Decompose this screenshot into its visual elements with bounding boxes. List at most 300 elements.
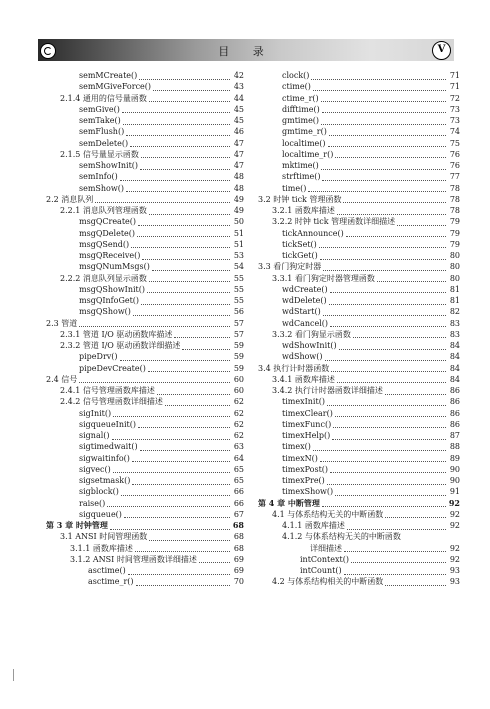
toc-entry-page: 93 [449, 577, 460, 587]
toc-entry-page: 62 [233, 419, 244, 429]
toc-entry-label: 3.1.2 ANSI 时间管理函数详细描述 [70, 554, 197, 564]
toc-entry[interactable] [258, 486, 460, 497]
dot-leader [126, 128, 230, 136]
dot-leader [120, 173, 230, 181]
dot-leader [136, 578, 230, 586]
toc-entry[interactable] [46, 475, 244, 486]
toc-entry-label: ctime() [282, 82, 311, 92]
toc-entry-page: 68 [233, 543, 244, 553]
toc-entry-label: signal() [79, 431, 110, 440]
toc-entry-label: 4.1.2 与体系结构无关的中断函数 [282, 532, 401, 542]
toc-entry-label: localtime_r() [282, 149, 334, 159]
toc-entry[interactable] [258, 329, 460, 340]
toc-entry-label: wdShow() [282, 352, 323, 362]
toc-entry[interactable] [46, 543, 244, 554]
dot-leader [147, 285, 230, 293]
toc-entry-label: semInfo() [79, 172, 118, 182]
toc-entry-page: 66 [233, 487, 244, 497]
toc-entry-page: 82 [449, 307, 460, 317]
toc-entry[interactable] [46, 273, 244, 284]
dot-leader [149, 94, 230, 102]
toc-entry-label: 3.4 执行计时器函数 [258, 363, 330, 373]
toc-entry[interactable] [46, 183, 244, 194]
dot-leader [327, 477, 446, 485]
toc-entry-page: 67 [233, 509, 244, 519]
toc-entry-page: 48 [233, 172, 244, 182]
toc-entry-label: 3.2.1 函数库描述 [272, 206, 335, 215]
toc-entry-label: sigvec() [79, 464, 111, 474]
toc-entry[interactable] [258, 408, 460, 419]
toc-entry-label: 2.2.2 消息队列显示函数 [60, 273, 147, 283]
toc-entry-page: 92 [449, 543, 460, 553]
dot-leader [140, 443, 230, 451]
dot-leader [329, 297, 446, 305]
toc-entry[interactable] [258, 194, 460, 205]
toc-entry-label: msgQDelete() [79, 228, 136, 238]
dot-leader [128, 567, 230, 575]
toc-entry-label: mktime() [282, 161, 319, 170]
toc-entry-label: timexHelp() [282, 431, 331, 440]
toc-entry-label: time() [282, 183, 307, 193]
toc-entry-label: 3.3.2 看门狗显示函数 [272, 329, 351, 339]
toc-entry-page: 62 [233, 431, 244, 440]
toc-entry[interactable] [46, 430, 244, 441]
dot-leader [353, 330, 446, 338]
toc-entry[interactable] [258, 205, 460, 216]
toc-entry-label: intContext() [300, 554, 349, 564]
toc-entry-label: asctime_r() [88, 577, 134, 587]
dot-leader [321, 162, 446, 170]
toc-entry-page: 84 [449, 352, 460, 362]
header-bar [38, 39, 454, 61]
dot-leader [152, 263, 230, 271]
toc-entry-page: 69 [233, 566, 244, 575]
toc-entry-page: 47 [233, 149, 244, 159]
toc-entry-page: 51 [233, 228, 244, 238]
dot-leader [142, 252, 230, 260]
toc-entry-page: 69 [233, 554, 244, 564]
dot-leader [335, 150, 446, 158]
toc-entry[interactable] [258, 228, 460, 239]
dot-leader [385, 387, 446, 395]
dot-leader [321, 94, 446, 102]
dot-leader [385, 578, 446, 586]
toc-entry[interactable] [46, 138, 244, 149]
toc-entry-label: semTake() [79, 116, 121, 125]
toc-entry-label: pipeDrv() [79, 352, 118, 362]
toc-entry[interactable] [258, 419, 460, 430]
toc-entry-page: 62 [233, 408, 244, 418]
toc-entry[interactable] [258, 70, 460, 81]
toc-entry-label: gmtime() [282, 116, 320, 125]
dot-leader [138, 218, 230, 226]
toc-entry-label: timexPost() [282, 464, 329, 474]
dot-leader [120, 353, 230, 361]
toc-entry[interactable] [258, 183, 460, 194]
toc-entry-label: difftime() [282, 104, 320, 114]
toc-entry[interactable] [46, 104, 244, 115]
toc-entry-label: timexInit() [282, 397, 325, 407]
toc-entry[interactable] [46, 531, 244, 542]
toc-entry[interactable] [46, 509, 244, 520]
toc-entry-label: asctime() [88, 566, 126, 575]
toc-entry[interactable] [258, 239, 460, 250]
toc-entry[interactable] [46, 498, 244, 509]
toc-entry-label: 3.2 时钟 tick 管理函数 [258, 194, 342, 204]
dot-leader [199, 555, 230, 563]
toc-entry[interactable] [46, 340, 244, 351]
toc-entry[interactable] [46, 70, 244, 81]
toc-entry[interactable] [46, 194, 244, 205]
toc-entry[interactable] [258, 306, 460, 317]
toc-entry-page: 79 [449, 217, 460, 227]
toc-entry[interactable] [46, 385, 244, 396]
toc-entry[interactable] [258, 81, 460, 92]
dot-leader [123, 117, 230, 125]
toc-entry[interactable] [258, 576, 460, 587]
toc-entry-page: 81 [449, 284, 460, 294]
dot-leader [113, 465, 230, 473]
toc-entry[interactable] [46, 441, 244, 452]
dot-leader [311, 72, 446, 80]
toc-entry-label: msgQShow() [79, 307, 131, 317]
toc-entry-label: semDelete() [79, 138, 129, 148]
toc-entry[interactable] [258, 509, 460, 520]
toc-entry[interactable] [46, 239, 244, 250]
toc-entry[interactable] [258, 374, 460, 385]
dot-leader [325, 353, 446, 361]
toc-entry-page: 49 [233, 194, 244, 204]
toc-entry-page: 80 [449, 262, 460, 272]
dot-leader [335, 409, 446, 417]
toc-entry-page: 59 [233, 341, 244, 350]
toc-entry-page: 71 [449, 71, 460, 80]
dot-leader [330, 285, 446, 293]
toc-entry[interactable] [46, 363, 244, 374]
dot-leader [322, 173, 446, 181]
dot-leader [132, 454, 230, 462]
dot-leader [124, 510, 230, 518]
dot-leader [331, 364, 446, 372]
toc-entry[interactable] [258, 554, 460, 565]
toc-entry-page: 75 [449, 138, 460, 148]
dot-leader [133, 308, 230, 316]
toc-entry-page: 56 [233, 307, 244, 317]
toc-entry[interactable] [46, 351, 244, 362]
toc-entry[interactable] [258, 216, 460, 227]
dot-leader [140, 162, 230, 170]
toc-entry-page: 44 [233, 93, 244, 103]
dot-leader [112, 432, 230, 440]
dot-leader [148, 364, 230, 372]
toc-entry-label: msgQInfoGet() [79, 296, 140, 305]
toc-entry-page: 88 [449, 442, 460, 452]
toc-entry[interactable] [46, 396, 244, 407]
toc-entry-page: 76 [449, 149, 460, 159]
toc-entry[interactable] [46, 261, 244, 272]
toc-entry-page: 86 [449, 408, 460, 418]
toc-entry[interactable] [258, 543, 460, 554]
dot-leader [130, 139, 230, 147]
toc-entry[interactable] [46, 408, 244, 419]
toc-entry-page: 92 [449, 509, 460, 519]
toc-entry-label: 详细描述 [310, 543, 342, 553]
dot-leader [121, 488, 230, 496]
dot-leader [113, 409, 230, 417]
toc-entry-page: 90 [449, 464, 460, 474]
toc-entry-label: ctime_r() [282, 93, 319, 103]
toc-entry-label: timexFunc() [282, 419, 332, 429]
toc-entry[interactable] [258, 441, 460, 452]
toc-entry-label: tickGet() [282, 251, 318, 260]
toc-entry[interactable] [46, 126, 244, 137]
toc-entry[interactable] [258, 115, 460, 126]
toc-entry[interactable] [46, 93, 244, 104]
toc-entry-label: semMCreate() [79, 71, 138, 80]
toc-entry[interactable] [258, 126, 460, 137]
toc-entry-page: 84 [449, 374, 460, 384]
toc-entry[interactable] [46, 228, 244, 239]
toc-entry[interactable] [258, 160, 460, 171]
toc-entry-label: wdShowInit() [282, 341, 337, 350]
dot-leader [339, 342, 446, 350]
toc-entry[interactable] [258, 565, 460, 576]
toc-entry[interactable] [258, 430, 460, 441]
toc-entry-label: 3.2.2 时钟 tick 管理函数详细描述 [272, 217, 396, 227]
toc-entry[interactable] [46, 576, 244, 587]
toc-entry-label: tickSet() [282, 239, 317, 249]
toc-entry-label: semGive() [79, 104, 120, 114]
toc-entry[interactable] [258, 475, 460, 486]
toc-entry[interactable] [46, 419, 244, 430]
toc-entry[interactable] [258, 295, 460, 306]
dot-leader [320, 454, 446, 462]
dot-leader [323, 308, 446, 316]
toc-entry[interactable] [258, 318, 460, 329]
toc-entry-page: 43 [233, 82, 244, 92]
toc-entry-page: 66 [233, 498, 244, 508]
toc-entry[interactable] [46, 486, 244, 497]
toc-entry[interactable] [46, 81, 244, 92]
toc-entry[interactable] [46, 205, 244, 216]
toc-entry-page: 57 [233, 329, 244, 339]
toc-entry-page: 84 [449, 363, 460, 373]
toc-entry-page: 70 [233, 577, 244, 587]
toc-entry-label: sigblock() [79, 487, 119, 497]
toc-entry-label: 4.1.1 函数库描述 [282, 521, 345, 530]
dot-leader [327, 398, 446, 406]
toc-entry-label: 3.3.1 看门狗定时器管理函数 [272, 273, 375, 283]
dot-leader [322, 499, 446, 507]
dot-leader [329, 128, 446, 136]
dot-leader [337, 207, 446, 215]
toc-entry-page: 50 [233, 217, 244, 227]
toc-entry-page: 92 [449, 554, 460, 564]
toc-entry-label: 4.1 与体系结构无关的中断函数 [272, 509, 384, 519]
toc-entry-page: 73 [449, 116, 460, 125]
toc-entry-label: 2.3.1 管道 I/O 驱动函数库描述 [60, 329, 173, 339]
toc-entry-label: sigsetmask() [79, 476, 131, 485]
dot-leader [138, 420, 230, 428]
toc-entry-page: 78 [449, 206, 460, 215]
dot-leader [135, 544, 230, 552]
toc-entry-label: semMGiveForce() [79, 82, 152, 92]
toc-entry[interactable] [46, 295, 244, 306]
toc-entry[interactable] [258, 93, 460, 104]
toc-entry[interactable] [258, 453, 460, 464]
toc-entry-label: semShow() [79, 183, 124, 193]
toc-entry[interactable] [258, 149, 460, 160]
dot-leader [344, 544, 446, 552]
toc-entry[interactable] [258, 340, 460, 351]
toc-entry[interactable] [258, 464, 460, 475]
toc-entry[interactable] [258, 531, 460, 542]
dot-leader [153, 83, 230, 91]
toc-entry-label: timexShow() [282, 487, 334, 497]
toc-entry-label: sigqueue() [79, 509, 122, 519]
toc-entry[interactable] [258, 138, 460, 149]
toc-entry-label: 2.3 管道 [46, 318, 78, 328]
toc-entry-label: clock() [282, 71, 310, 80]
toc-entry-page: 72 [449, 93, 460, 103]
toc-entry[interactable] [46, 374, 244, 385]
toc-entry[interactable] [258, 250, 460, 261]
toc-entry-page: 42 [233, 71, 244, 80]
toc-entry-label: msgQCreate() [79, 217, 137, 227]
toc-entry[interactable] [46, 318, 244, 329]
dot-leader [397, 218, 446, 226]
dot-leader [313, 83, 446, 91]
toc-entry[interactable] [46, 554, 244, 565]
toc-entry-page: 78 [449, 183, 460, 193]
toc-entry[interactable] [46, 565, 244, 576]
toc-entry[interactable] [46, 160, 244, 171]
toc-entry-page: 59 [233, 352, 244, 362]
dot-leader [347, 522, 446, 530]
toc-entry-page: 80 [449, 251, 460, 260]
toc-entry-label: msgQSend() [79, 239, 130, 249]
dot-leader [137, 229, 230, 237]
toc-entry-label: strftime() [282, 172, 321, 182]
dot-leader [335, 488, 446, 496]
toc-entry[interactable] [258, 171, 460, 182]
toc-entry-label: gmtime_r() [282, 127, 327, 137]
toc-entry[interactable] [46, 171, 244, 182]
toc-entry[interactable] [46, 284, 244, 295]
dot-leader [149, 533, 230, 541]
toc-entry-page: 86 [449, 386, 460, 395]
toc-entry-label: wdDelete() [282, 296, 327, 305]
toc-entry-label: 3.1 ANSI 时间管理函数 [60, 532, 148, 542]
toc-entry[interactable] [258, 351, 460, 362]
toc-entry-page: 81 [449, 296, 460, 305]
toc-entry-label: 4.2 与体系结构相关的中断函数 [272, 577, 384, 587]
toc-entry-label: 第 4 章 中断管理 [258, 497, 320, 508]
toc-entry-label: wdCreate() [282, 284, 328, 294]
dot-leader [79, 375, 230, 383]
toc-entry[interactable] [258, 284, 460, 295]
toc-entry[interactable] [258, 385, 460, 396]
toc-entry[interactable] [46, 306, 244, 317]
toc-entry-page: 77 [449, 172, 460, 182]
toc-entry-page: 59 [233, 363, 244, 373]
toc-entry-page: 55 [233, 273, 244, 283]
toc-entry[interactable] [258, 104, 460, 115]
dot-leader [313, 443, 446, 451]
toc-entry-label: 2.4.1 信号管理函数库描述 [60, 386, 155, 395]
toc-entry-page: 92 [448, 497, 460, 508]
toc-entry-label: 3.1.1 函数库描述 [70, 543, 133, 553]
dot-leader [322, 105, 446, 113]
toc-entry[interactable] [46, 250, 244, 261]
toc-entry-page: 64 [233, 453, 244, 463]
chapter-badge: V [432, 41, 451, 60]
toc-entry-page: 63 [233, 442, 244, 452]
dot-leader [319, 240, 446, 248]
dot-leader [122, 105, 230, 113]
toc-entry-label: 3.4.1 函数库描述 [272, 374, 335, 384]
dot-leader [330, 319, 446, 327]
toc-entry-label: pipeDevCreate() [79, 363, 146, 373]
toc-entry[interactable] [46, 216, 244, 227]
toc-entry[interactable] [46, 464, 244, 475]
toc-entry-page: 89 [449, 453, 460, 463]
toc-entry-label: sigtimedwait() [79, 442, 138, 452]
toc-entry-page: 53 [233, 251, 244, 260]
toc-entry-label: intCount() [300, 566, 342, 575]
toc-entry[interactable] [46, 520, 244, 531]
toc-entry[interactable] [258, 273, 460, 284]
dot-leader [107, 499, 230, 507]
toc-entry-page: 49 [233, 206, 244, 215]
toc-entry-page: 86 [449, 397, 460, 407]
dot-leader [139, 72, 230, 80]
toc-entry[interactable] [258, 498, 460, 509]
dot-leader [182, 342, 230, 350]
toc-entry[interactable] [258, 396, 460, 407]
toc-entry-page: 62 [233, 397, 244, 407]
toc-entry[interactable] [46, 149, 244, 160]
dot-leader [126, 184, 230, 192]
toc-entry-label: 2.4.2 信号管理函数详细描述 [60, 397, 163, 407]
toc-entry-label: timexN() [282, 453, 318, 463]
toc-entry-label: wdStart() [282, 307, 321, 317]
dot-leader [328, 139, 446, 147]
toc-entry[interactable] [46, 115, 244, 126]
toc-entry-page: 55 [233, 284, 244, 294]
page-title: 目 录 [218, 45, 274, 58]
toc-entry-page: 87 [449, 431, 460, 440]
toc-entry-label: 第 3 章 时钟管理 [46, 520, 108, 530]
toc-entry-label: sigInit() [79, 408, 112, 418]
toc-entry[interactable] [258, 261, 460, 272]
dot-leader [149, 274, 230, 282]
toc-entry[interactable] [258, 520, 460, 531]
toc-entry[interactable] [46, 453, 244, 464]
toc-entry-page: 65 [233, 464, 244, 474]
toc-entry-label: 2.1.5 信号量显示函数 [60, 149, 139, 159]
toc-entry[interactable] [46, 329, 244, 340]
toc-entry-label: msgQShowInit() [79, 284, 145, 294]
toc-entry[interactable] [258, 363, 460, 374]
toc-entry-page: 65 [233, 476, 244, 485]
dot-leader [330, 465, 446, 473]
dot-leader [333, 420, 446, 428]
dot-leader [346, 229, 446, 237]
toc-entry-label: tickAnnounce() [282, 228, 344, 238]
dot-leader [132, 477, 230, 485]
toc-entry-page: 91 [449, 487, 460, 497]
